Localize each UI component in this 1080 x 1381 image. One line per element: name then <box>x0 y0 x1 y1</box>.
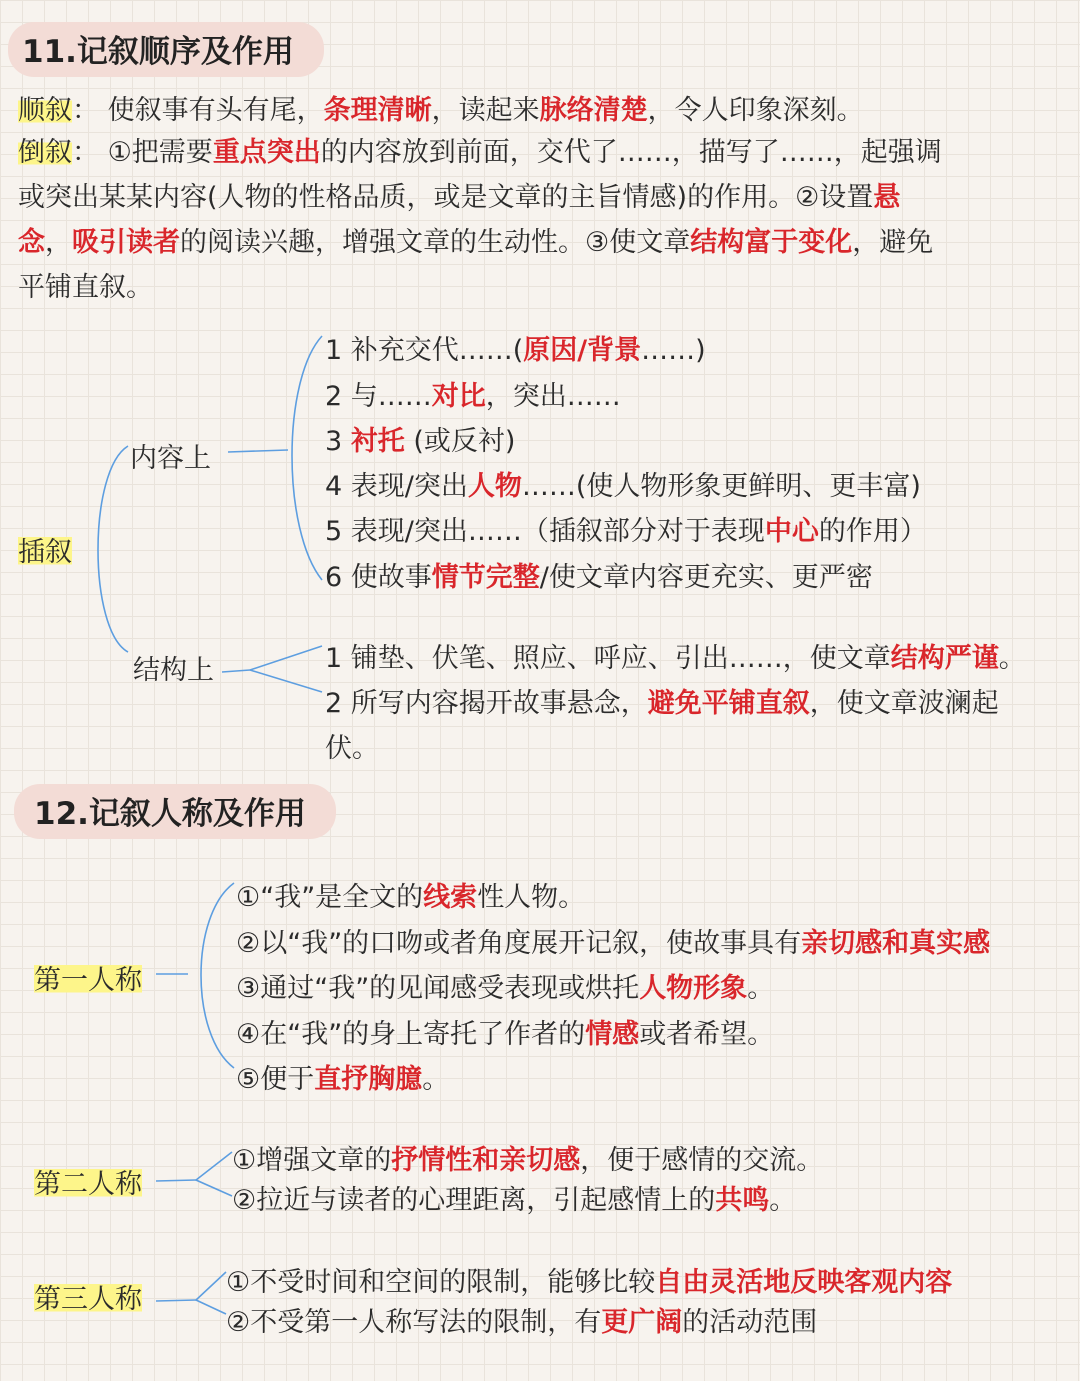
section-12-title: 12.记叙人称及作用 <box>14 784 336 839</box>
content-item: 1 补充交代……(原因/背景……) <box>325 335 706 366</box>
content-branch-label: 内容上 <box>130 443 211 474</box>
first-person-item: ③通过“我”的见闻感受表现或烘托人物形象。 <box>236 973 775 1004</box>
shunxu-paragraph: 顺叙： 使叙事有头有尾，条理清晰，读起来脉络清楚，令人印象深刻。 <box>18 95 864 126</box>
second-person-item: ②拉近与读者的心理距离，引起感情上的共鸣。 <box>232 1185 797 1216</box>
daoxu-label: 倒叙 <box>18 137 72 168</box>
structure-item: 2 所写内容揭开故事悬念，避免平铺直叙，使文章波澜起 <box>325 688 999 719</box>
third-person-item: ②不受第一人称写法的限制，有更广阔的活动范围 <box>226 1307 818 1338</box>
structure-item: 1 铺垫、伏笔、照应、呼应、引出……，使文章结构严谨。 <box>325 643 1026 674</box>
first-person-item: ②以“我”的口吻或者角度展开记叙，使故事具有亲切感和真实感 <box>236 928 991 959</box>
shunxu-label: 顺叙 <box>18 95 72 126</box>
content-item: 6 使故事情节完整/使文章内容更充实、更严密 <box>325 562 873 593</box>
first-person-item: ⑤便于直抒胸臆。 <box>236 1064 450 1095</box>
content-item: 3 衬托 (或反衬) <box>325 426 516 457</box>
first-person-item: ④在“我”的身上寄托了作者的情感或者希望。 <box>236 1019 775 1050</box>
section-11-title: 11.记叙顺序及作用 <box>8 22 324 77</box>
second-person-label: 第二人称 <box>34 1162 142 1201</box>
third-person-item: ①不受时间和空间的限制，能够比较自由灵活地反映客观内容 <box>226 1267 953 1298</box>
chaxu-label: 插叙 <box>18 530 72 569</box>
content-item: 2 与……对比，突出…… <box>325 381 621 412</box>
first-person-label: 第一人称 <box>34 958 142 997</box>
first-person-item: ①“我”是全文的线索性人物。 <box>236 882 586 913</box>
structure-item-continuation: 伏。 <box>325 733 379 764</box>
second-person-item: ①增强文章的抒情性和亲切感，便于感情的交流。 <box>232 1145 824 1176</box>
daoxu-paragraph: 倒叙： ①把需要重点突出的内容放到前面，交代了……，描写了……，起强调 或突出某某内容(人物的性格品质，或是文章的主旨情感)的作用。②设置悬 念，吸引读者的阅读兴趣，增强文章的生动性。③使文章结构富于变化，避免 平铺直叙。 <box>18 137 942 303</box>
third-person-label: 第三人称 <box>34 1277 142 1316</box>
content-item: 4 表现/突出人物……(使人物形象更鲜明、更丰富) <box>325 471 921 502</box>
content-item: 5 表现/突出……（插叙部分对于表现中心的作用） <box>325 516 927 547</box>
structure-branch-label: 结构上 <box>133 655 214 686</box>
